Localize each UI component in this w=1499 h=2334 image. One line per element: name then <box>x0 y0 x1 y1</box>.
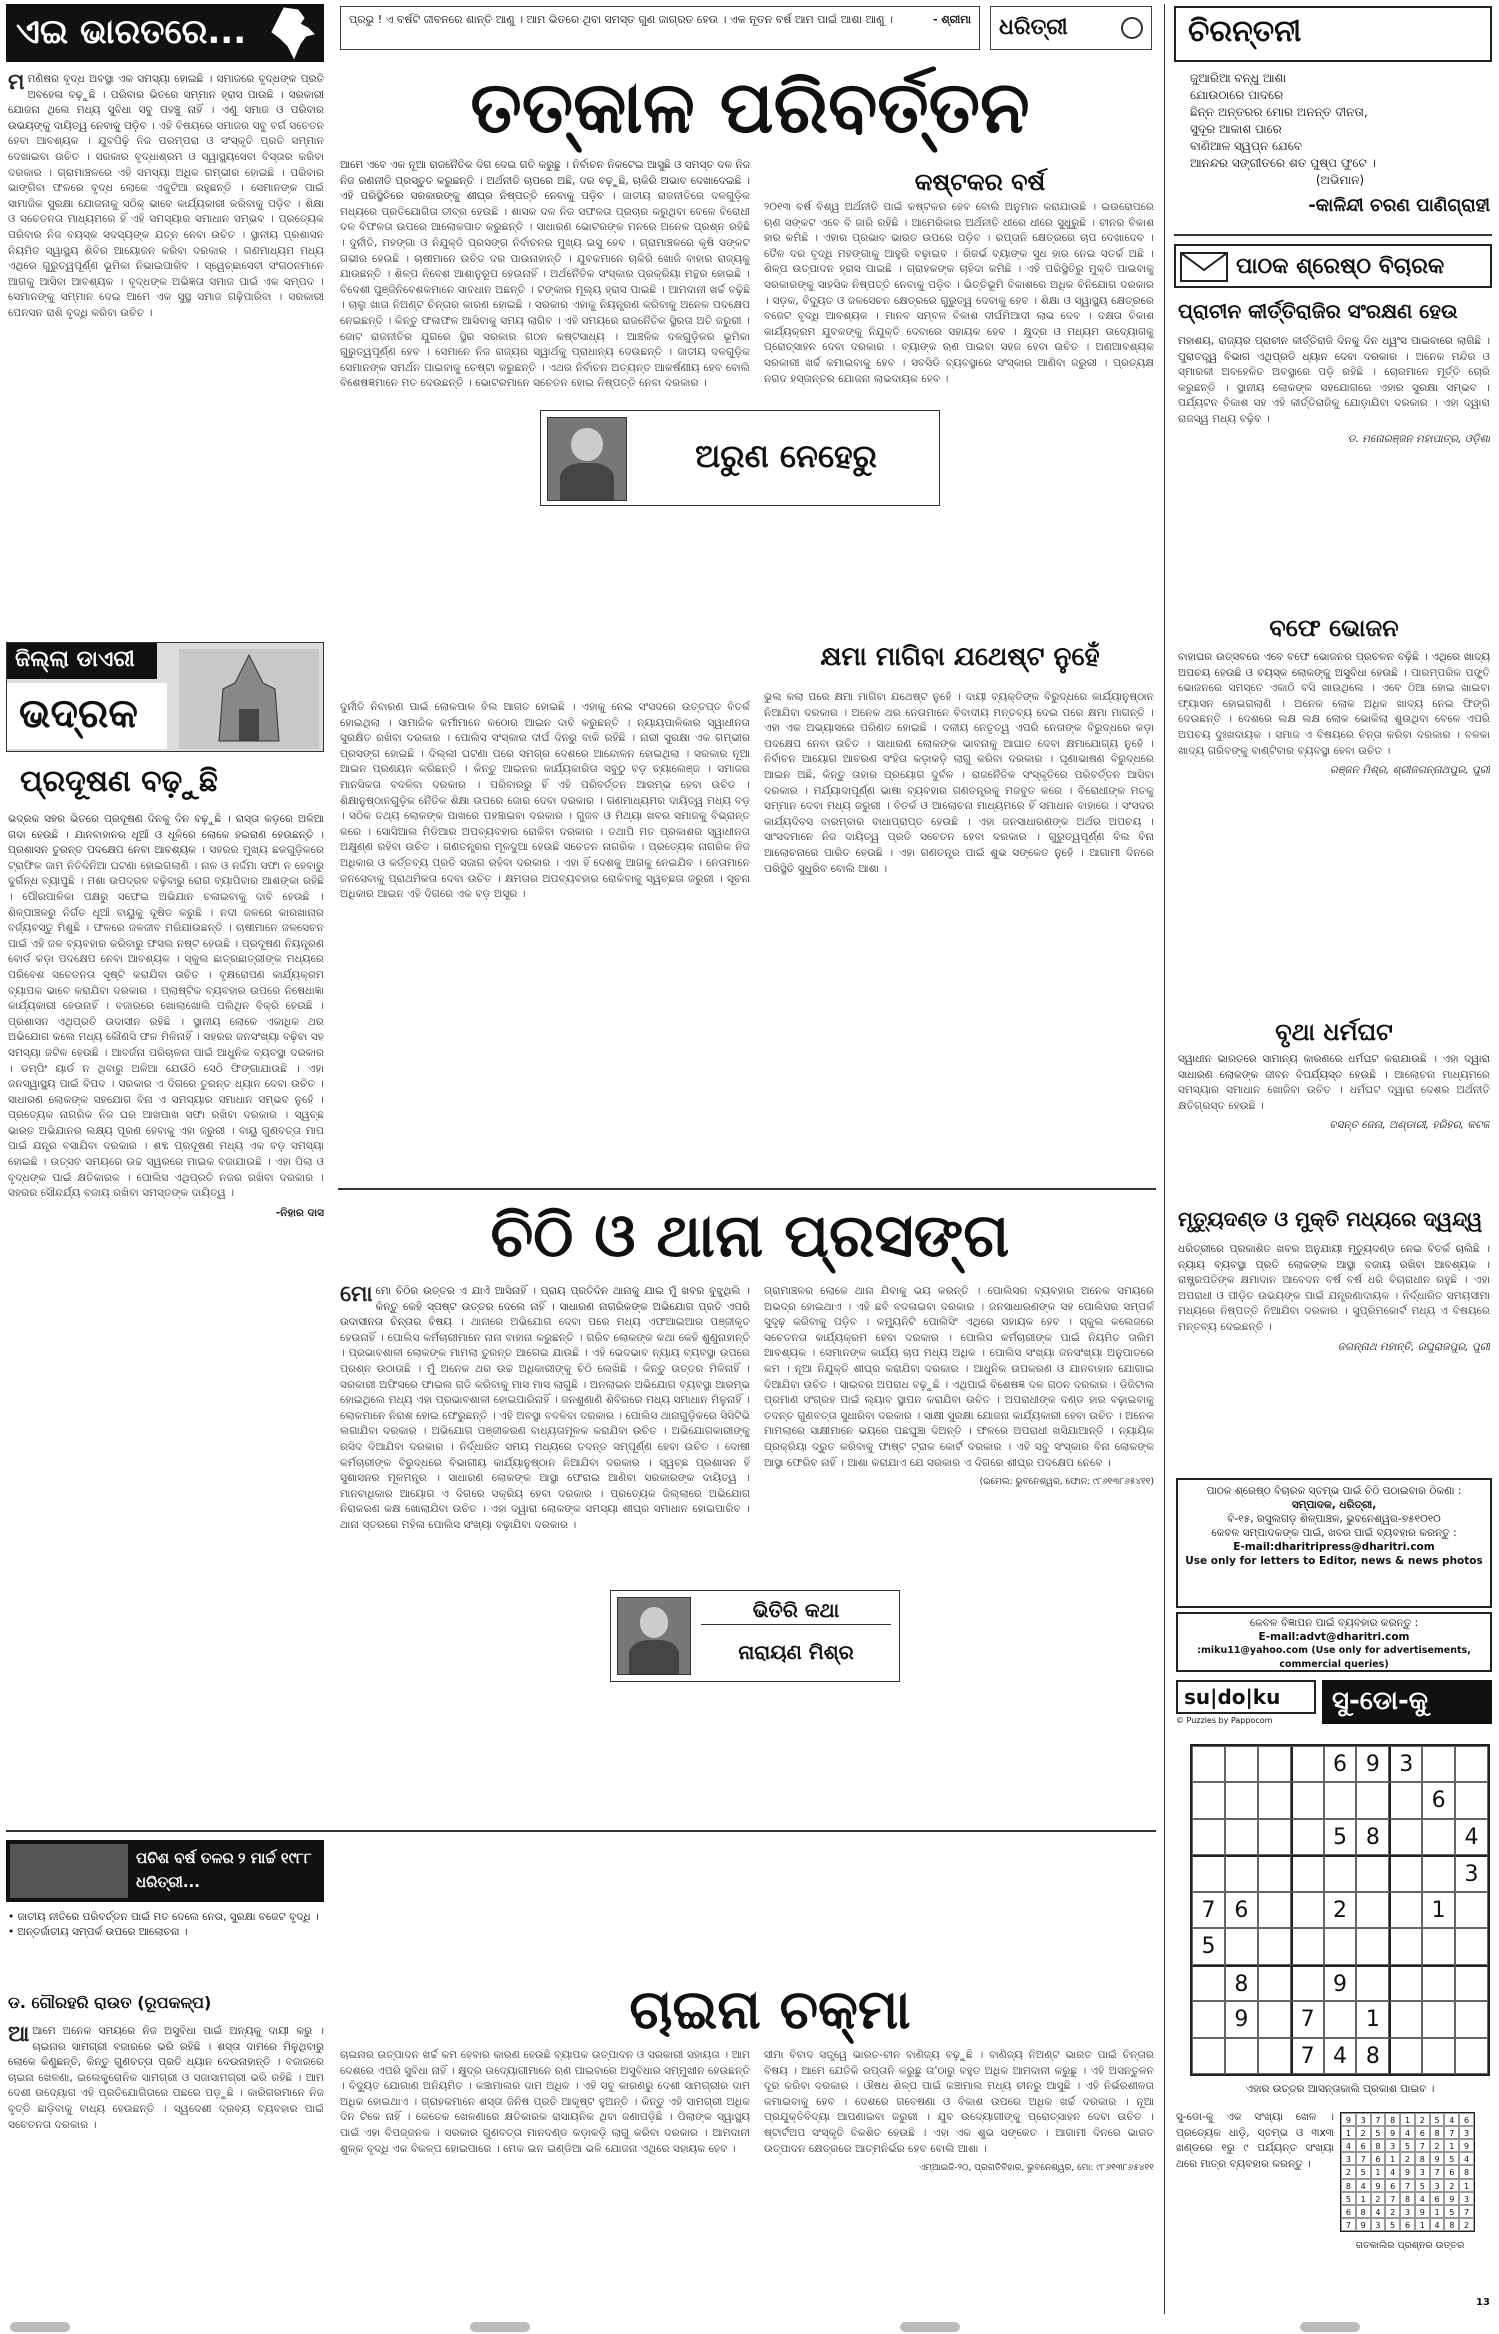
sudoku-cell <box>1356 1965 1389 2001</box>
second-article-body-left: ମୋ ମୋ ଚିଠିର ଉତ୍ତର ଏ ଯାଏଁ ଆସିନାହିଁ । ପ୍ରାୟ ପ୍ରତିଦିନ ଥାନାକୁ ଯାଇ ମୁଁ ଖବର ବୁଝୁଥିଲି । କିନ୍ତୁ କେହି ସ୍ପଷ୍ଟ ଉତ୍ତର ଦେଲେ ନାହିଁ । ସାଧାରଣ ନାଗରିକଙ୍କ ଅଭିଯୋଗ ପ୍ରତି ଏପରି ଉଦାସୀନତା ଚିନ୍ତାର ବିଷୟ । ଥାନାରେ ଅଭିଯୋଗ ଦେବା ପରେ ମଧ୍ୟ ଏଫଆଇଆର ପଞ୍ଜୀକୃତ ହେଉନାହିଁ । ପୋଲିସ କର୍ମଚାରୀମାନେ ନାନା ବାହାନା କରୁଛନ୍ତି । ଗରିବ ଲୋକଙ୍କ କଥା କେହି ଶୁଣୁନାହାନ୍ତି । ପ୍ରଭାବଶାଳୀ ଲୋକଙ୍କ ମାମଲା ତୁରନ୍ତ ଆଗେଇ ଯାଉଛି । ଏହି ଭେଦଭାବ ନ୍ୟାୟ ବ୍ୟବସ୍ଥା ଉପରେ ପ୍ରଶ୍ନ ଉଠାଉଛି । ମୁଁ ଅନେକ ଥର ଉଚ୍ଚ ଅଧିକାରୀଙ୍କୁ ଚିଠି ଲେଖିଛି । କିନ୍ତୁ ଉତ୍ତର ମିଳିନାହିଁ । ସରକାରୀ ଅଫିସରେ ଫାଇଲ ଗତି କରିବାକୁ ମାସ ମାସ ଲାଗୁଛି । ଅନଲାଇନ ଅଭିଯୋଗ ବ୍ୟବସ୍ଥା ଆରମ୍ଭ ହୋଇଥିଲେ ମଧ୍ୟ ଏହା ପ୍ରଭାବଶାଳୀ ହୋଇପାରିନାହିଁ । ଜନଶୁଣାଣି ଶିବିରରେ ମଧ୍ୟ ସମାଧାନ ମିଳୁନାହିଁ । ଲୋକମାନେ ନିରାଶ ହୋଇ ଫେରୁଛନ୍ତି । ଏହି ଅବସ୍ଥା ବଦଳିବା ଦରକାର । ପୋଲିସ ଥାନାଗୁଡ଼ିକରେ ସିସିଟିଭି ଲଗାଯିବା ଦରକାର । ଅଭିଯୋଗ ପଞ୍ଜୀକରଣ ବାଧ୍ୟତାମୂଳକ କରାଯିବା ଉଚିତ । ଅଭିଯୋଗକାରୀଙ୍କୁ ରସିଦ ଦିଆଯିବା ଦରକାର । ନିର୍ଦ୍ଧାରିତ ସମୟ ମଧ୍ୟରେ ତଦନ୍ତ ସମ୍ପୂର୍ଣ୍ଣ ହେବା ଉଚିତ । ଦୋଷୀ କର୍ମଚାରୀଙ୍କ ବିରୁଦ୍ଧରେ ବିଭାଗୀୟ କାର୍ଯ୍ୟାନୁଷ୍ଠାନ ନିଆଯିବା ଦରକାର । ସ୍ୱଚ୍ଛ ପ୍ରଶାସନ ହିଁ ସୁଶାସନର ମୂଳମନ୍ତ୍ର । ସାଧାରଣ ଲୋକଙ୍କ ଆସ୍ଥା ଫେରାଇ ଆଣିବା ସରକାରଙ୍କ ଦାୟିତ୍ୱ । ମାନବାଧିକାର ଆୟୋଗ ଏ ଦିଗରେ ସକ୍ରିୟ ହେବା ଦରକାର । ପ୍ରତ୍ୟେକ ଜିଲ୍ଲାରେ ଅଭିଯୋଗ ନିରାକରଣ କକ୍ଷ ଖୋଲାଯିବା ଉଚିତ । ଏହା ଦ୍ୱାରା ଲୋକଙ୍କ ସମସ୍ୟା ଶୀଘ୍ର ସମାଧାନ ହୋଇପାରିବ । ଥାନା ସ୍ତରରେ ମହିଳା ପୋଲିସ ସଂଖ୍ୟା ବଢ଼ାଯିବା ଦରକାର । <box>340 1284 750 1531</box>
divider <box>6 1830 1156 1832</box>
sudoku-cell <box>1422 2038 1455 2074</box>
solution-cell: 6 <box>1400 2218 1415 2231</box>
solution-cell: 1 <box>1356 2192 1371 2205</box>
sudoku-cell <box>1356 1892 1389 1928</box>
solution-cell: 6 <box>1444 2165 1459 2178</box>
solution-cell: 2 <box>1430 2139 1445 2152</box>
sudoku-cell <box>1455 1782 1488 1818</box>
solution-cell: 8 <box>1444 2218 1459 2231</box>
sudoku-cell: 9 <box>1225 2001 1258 2037</box>
third-article-col1: ଆ ଆମେ ଅନେକ ସମୟରେ ନିଜ ଅସୁବିଧା ପାଇଁ ଅନ୍ୟକୁ ଦାୟୀ କରୁ । ଚାଇନାର ସାମଗ୍ରୀ ବଜାରରେ ଭରି ରହିଛି । ଶସ୍ତା ଦାମରେ ମିଳୁଥିବାରୁ ଲୋକେ କିଣୁଛନ୍ତି, କିନ୍ତୁ ଗୁଣବତ୍ତା ପ୍ରତି ଧ୍ୟାନ ଦେଉନାହାନ୍ତି । ବଜାରରେ ଚାଇନା ଖେଳଣା, ଇଲେକ୍ଟ୍ରୋନିକ ସାମଗ୍ରୀ ଓ ସଜାସାମଗ୍ରୀ ଭରି ରହିଛି । ଆମ ଦେଶୀ ଉଦ୍ୟୋଗ ଏହି ପ୍ରତିଯୋଗିତାରେ ପଛରେ ପଡ଼ୁଛି । କାରିଗରମାନେ ନିଜ ବୃତ୍ତି ଛାଡ଼ିବାକୁ ବାଧ୍ୟ ହେଉଛନ୍ତି । ସ୍ୱଦେଶୀ ଦ୍ରବ୍ୟ ବ୍ୟବହାର ପାଇଁ ସଚେତନତା ଦରକାର । <box>8 2024 324 2131</box>
letter1-author: ଡ. ମନୋରଞ୍ଜନ ମହାପାତ୍ର, ଓଡ଼ିଶା <box>1347 432 1490 445</box>
sudoku-cell: 3 <box>1389 1746 1422 1782</box>
sudoku-cell: 4 <box>1455 1819 1488 1855</box>
solution-cell: 7 <box>1385 2192 1400 2205</box>
second-article-text: ମୋ ଚିଠିର ଉତ୍ତର ଏ ଯାଏଁ ଆସିନାହିଁ । ପ୍ରାୟ ପ୍ରତିଦିନ ଥାନାକୁ ଯାଇ ମୁଁ ଖବର ବୁଝୁଥିଲି । କିନ୍ତୁ କେହି ସ୍ପଷ୍ଟ ଉତ୍ତର ଦେଲେ ନାହିଁ । ସାଧାରଣ ନାଗରିକଙ୍କ ଅଭିଯୋଗ ପ୍ରତି ଏପରି ଉଦାସୀନତା ଚିନ୍ତାର ବିଷୟ । <box>340 1285 750 1329</box>
solution-cell: 7 <box>1371 2113 1386 2126</box>
contact-email[interactable]: E-mail:advt@dharitri.com <box>1258 1631 1410 1643</box>
solution-cell: 9 <box>1371 2179 1386 2192</box>
letter2-author: ରଞ୍ଜନ ମିଶ୍ର, ଶ୍ରୀଜଗନ୍ନାଥପୁର, ପୁରୀ <box>1329 764 1490 777</box>
solution-cell: 3 <box>1341 2152 1356 2165</box>
sudoku-cell <box>1258 1782 1291 1818</box>
solution-cell: 9 <box>1415 2205 1430 2218</box>
district-text: ଭଦ୍ରକ ସହର ଭିତରେ ପ୍ରଦୂଷଣ ଦିନକୁ ଦିନ ବଢ଼ୁଛି । ରାସ୍ତା କଡ଼ରେ ଅଳିଆ ଗଦା ହେଉଛି । ଯାନବାହାନର ଧୂଆଁ ଓ ଧୂଳିରେ ଲୋକେ ହଇରାଣ ହେଉଛନ୍ତି । ପ୍ରଶାସନ ତୁରନ୍ତ ପଦକ୍ଷେପ ନେବା ଆବଶ୍ୟକ । <box>8 813 324 857</box>
sudoku-cell <box>1258 2001 1291 2037</box>
solution-cell: 3 <box>1371 2218 1386 2231</box>
sudoku-cell <box>1389 1928 1422 1964</box>
sudoku-cell <box>1422 1746 1455 1782</box>
wheel-icon <box>1121 17 1143 39</box>
left-intro-article: ମ ମଣିଷର ବୃଦ୍ଧ ଅବସ୍ଥା ଏକ ସମସ୍ୟା ହୋଇଛି । ସମାଜରେ ବୃଦ୍ଧଙ୍କ ପ୍ରତି ଅବହେଳା ବଢ଼ୁଛି । ପରିବାର ଭିତରେ ସମ୍ମାନ ହ୍ରାସ ପାଉଛି । ସରକାରୀ ଯୋଜନା ଥିଲେ ମଧ୍ୟ ସୁବିଧା ସବୁ ପହଞ୍ଚୁ ନାହିଁ । ଏଣୁ ସମାଜ ଓ ପରିବାର ଉଭୟଙ୍କୁ ଦାୟିତ୍ୱ ନେବାକୁ ପଡ଼ିବ । ଏହି ବିଷୟରେ ସମାଜର ସବୁ ବର୍ଗ ସଚେତନ ହେବା ଆବଶ୍ୟକ । ଯୁବପିଢ଼ି ନିଜ ପରମ୍ପରା ଓ ସଂସ୍କୃତି ପ୍ରତି ସମ୍ମାନ ଦେଖାଇବା ଉଚିତ । ସରକାର ବୃଦ୍ଧାଶ୍ରମ ଓ ସ୍ୱାସ୍ଥ୍ୟସେବା ବିସ୍ତାର କରିବା ଦରକାର । ଗ୍ରାମାଞ୍ଚଳରେ ଏହି ସମସ୍ୟା ଅଧିକ ଗମ୍ଭୀର ହୋଇଛି । ପରିବାର ଭାଙ୍ଗିବା ଫଳରେ ବୃଦ୍ଧ ଲୋକେ ଏକୁଟିଆ ରହୁଛନ୍ତି । ସେମାନଙ୍କ ପାଇଁ ସାମାଜିକ ସୁରକ୍ଷା ଯୋଜନାକୁ ସଠିକ୍ ଭାବେ କାର୍ଯ୍ୟକାରୀ କରିବାକୁ ପଡ଼ିବ । ଶିକ୍ଷା ଓ ସଚେତନତା ମାଧ୍ୟମରେ ହିଁ ଏହି ସମସ୍ୟାର ସମାଧାନ ସମ୍ଭବ । ପ୍ରତ୍ୟେକ ପରିବାର ନିଜ ବୟସ୍କ ସଦସ୍ୟଙ୍କ ଯତ୍ନ ନେବା ଉଚିତ । ସ୍ଥାନୀୟ ପ୍ରଶାସନ ନିୟମିତ ସ୍ୱାସ୍ଥ୍ୟ ଶିବିର ଆୟୋଜନ କରିବା ଦରକାର । ଗଣମାଧ୍ୟମ ମଧ୍ୟ ଏଥିରେ ଗୁରୁତ୍ୱପୂର୍ଣ୍ଣ ଭୂମିକା ନିଭାଇପାରିବ । ସ୍ୱେଚ୍ଛାସେବୀ ସଂଗଠନମାନେ ଆଗକୁ ଆସିବା ଆବଶ୍ୟକ । ବୃଦ୍ଧଙ୍କ ଅଭିଜ୍ଞତା ସମାଜ ପାଇଁ ଏକ ସମ୍ପଦ । ସେମାନଙ୍କୁ ସମ୍ମାନ ଦେଇ ଆମେ ଏକ ସୁସ୍ଥ ସମାଜ ଗଢ଼ିପାରିବା । ସରକାରୀ ପେନସନ ରାଶି ବୃଦ୍ଧି କରିବା ଉଚିତ । <box>8 72 324 319</box>
sudoku-cell: 1 <box>1356 2001 1389 2037</box>
second-author-label: ଭିତିରି କଥା <box>701 1597 891 1625</box>
second-article-title: ଚିଠି ଓ ଥାନା ପ୍ରସଙ୍ଗ <box>490 1201 1010 1271</box>
sudoku-cell <box>1192 2038 1225 2074</box>
poem-section-title: ଚିରନ୍ତନୀ <box>1174 6 1492 62</box>
top-quote-box <box>340 6 980 50</box>
poet-name: -କାଳିନ୍ଦୀ ଚରଣ ପାଣିଗ୍ରାହୀ <box>1308 195 1490 216</box>
sudoku-grid <box>1190 1744 1490 2076</box>
lead-article-text: ଆମେ ଏବେ ଏକ ନୂଆ ରାଜନୈତିକ ଦିଗ ଦେଇ ଗତି କରୁଛୁ । ନିର୍ବାଚନ ନିକଟେଇ ଆସୁଛି ଓ ସମସ୍ତ ଦଳ ନିଜ ନିଜ ରଣନୀତି ପ୍ରସ୍ତୁତ କରୁଛନ୍ତି । ଅର୍ଥନୀତି ଚାପରେ ଅଛି, ଦର ବଢ଼ୁଛି, ଚାକିରି ଅଭାବ ଦେଖାଦେଇଛି । ଏହି ପରିସ୍ଥିତିରେ ସରକାରଙ୍କୁ ଶୀଘ୍ର ନିଷ୍ପତ୍ତି ନେବାକୁ ପଡ଼ିବ । <box>340 159 750 203</box>
sudoku-cell <box>1225 2038 1258 2074</box>
sudoku-cell <box>1356 1782 1389 1818</box>
sudoku-cell <box>1422 2001 1455 2037</box>
sudoku-cell <box>1324 1782 1357 1818</box>
solution-cell: 9 <box>1400 2165 1415 2178</box>
sudoku-cell <box>1291 1819 1324 1855</box>
top-quote-text: ପ୍ରଭୁ ! ଏ ବର୍ଷଟି ଜୀବନରେ ଶାନ୍ତି ଆଣୁ । ଆମ ଭିତରେ ଥିବା ସମସ୍ତ ଗୁଣ ଜାଗ୍ରତ ହେଉ । ଏକ ନୂତନ ବର୍ଷ ଆମ ପାଇଁ ଆଶା ଆଣୁ । <box>349 13 893 26</box>
solution-cell: 1 <box>1341 2126 1356 2139</box>
sudoku-cell <box>1192 2001 1225 2037</box>
poem-note: (ଅଭିମାନ) <box>1315 173 1365 187</box>
letters-section-title: ପାଠକ ଶ୍ରେଷ୍ଠ ବିଚାରକ <box>1236 254 1445 279</box>
temple-image <box>179 649 319 749</box>
sudoku-cell: 4 <box>1324 2038 1357 2074</box>
author-photo <box>617 1597 691 1675</box>
solution-cell: 8 <box>1356 2205 1371 2218</box>
sudoku-cell <box>1422 1819 1455 1855</box>
third-article-text: ଆମେ ଅନେକ ସମୟରେ ନିଜ ଅସୁବିଧା ପାଇଁ ଅନ୍ୟକୁ ଦାୟୀ କରୁ । ଚାଇନାର ସାମଗ୍ରୀ ବଜାରରେ ଭରି ରହିଛି । ଶସ୍ତା ଦାମରେ ମିଳୁଥିବାରୁ ଲୋକେ କିଣୁଛନ୍ତି, କିନ୍ତୁ ଗୁଣବତ୍ତା ପ୍ରତି ଧ୍ୟାନ ଦେଉନାହାନ୍ତି । <box>8 2025 324 2069</box>
sudoku-cell: 6 <box>1422 1782 1455 1818</box>
solution-cell: 8 <box>1415 2152 1430 2165</box>
solution-cell: 8 <box>1459 2165 1474 2178</box>
solution-cell: 9 <box>1341 2113 1356 2126</box>
solution-cell: 4 <box>1371 2205 1386 2218</box>
poem-line: ଛିନ୍ନ ଅନ୍ତରର ମୋର ଅନନ୍ତ ଦୀନତା, <box>1190 105 1368 119</box>
sudoku-cell: 8 <box>1225 1965 1258 2001</box>
sudoku-cell: 9 <box>1324 1965 1357 2001</box>
solution-cell: 6 <box>1341 2205 1356 2218</box>
letter2-title: ବଫେ ଭୋଜନ <box>1269 614 1399 642</box>
sudoku-cell <box>1291 1746 1324 1782</box>
solution-cell: 5 <box>1400 2139 1415 2152</box>
sudoku-cell <box>1422 1928 1455 1964</box>
poem-line: ସୁଦୂର ଆକାଶ ପାରେ <box>1190 122 1282 136</box>
solution-cell: 4 <box>1444 2113 1459 2126</box>
sudoku-cell <box>1291 1928 1324 1964</box>
left-intro-text: ମଣିଷର ବୃଦ୍ଧ ଅବସ୍ଥା ଏକ ସମସ୍ୟା ହୋଇଛି । ସମାଜରେ ବୃଦ୍ଧଙ୍କ ପ୍ରତି ଅବହେଳା ବଢ଼ୁଛି । ପରିବାର ଭିତରେ ସମ୍ମାନ ହ୍ରାସ ପାଉଛି । ସରକାରୀ ଯୋଜନା ଥିଲେ ମଧ୍ୟ ସୁବିଧା ସବୁ ପହଞ୍ଚୁ ନାହିଁ । ଏଣୁ ସମାଜ ଓ ପରିବାର ଉଭୟଙ୍କୁ ଦାୟିତ୍ୱ ନେବାକୁ ପଡ଼ିବ । <box>8 73 324 132</box>
lead-article-body-left: ଆମେ ଏବେ ଏକ ନୂଆ ରାଜନୈତିକ ଦିଗ ଦେଇ ଗତି କରୁଛୁ । ନିର୍ବାଚନ ନିକଟେଇ ଆସୁଛି ଓ ସମସ୍ତ ଦଳ ନିଜ ନିଜ ରଣନୀତି ପ୍ରସ୍ତୁତ କରୁଛନ୍ତି । ଅର୍ଥନୀତି ଚାପରେ ଅଛି, ଦର ବଢ଼ୁଛି, ଚାକିରି ଅଭାବ ଦେଖାଦେଇଛି । ଏହି ପରିସ୍ଥିତିରେ ସରକାରଙ୍କୁ ଶୀଘ୍ର ନିଷ୍ପତ୍ତି ନେବାକୁ ପଡ଼ିବ । ଜାତୀୟ ରାଜନୀତିରେ ଦଳଗୁଡ଼ିକ ମଧ୍ୟରେ ପ୍ରତିଯୋଗିତା ତୀବ୍ର ହେଉଛି । ଶାସକ ଦଳ ନିଜ ସଫଳତା ପ୍ରଚାର କରୁଥିବା ବେଳେ ବିରୋଧୀ ଦଳ ବିଫଳତା ଉପରେ ଆଲୋକପାତ କରୁଛନ୍ତି । ସାଧାରଣ ଭୋଟରଙ୍କ ମନରେ ଅନେକ ପ୍ରଶ୍ନ ରହିଛି । ଦୁର୍ନୀତି, ମହଙ୍ଗା ଓ ନିଯୁକ୍ତି ପ୍ରସଙ୍ଗ ନିର୍ବାଚନର ମୁଖ୍ୟ ଇସୁ ହେବ । ଗ୍ରାମାଞ୍ଚଳରେ କୃଷି ସଙ୍କଟ ଗଭୀର ହେଉଛି । ଚାଷୀମାନେ ଉଚିତ ଦର ପାଉନାହାନ୍ତି । ଯୁବକମାନେ ଚାକିରି ଖୋଜି ବାହାର ରାଜ୍ୟକୁ ଯାଉଛନ୍ତି । ଶିଳ୍ପ ନିବେଶ ଆଶାନୁରୂପ ହେଉନାହିଁ । ଅର୍ଥନୈତିକ ସଂସ୍କାର ପ୍ରକ୍ରିୟା ମନ୍ଥର ହୋଇଛି । ବିଦେଶୀ ପୁଞ୍ଜିନିବେଶକମାନେ ସାବଧାନ ଅଛନ୍ତି । ଟଙ୍କାର ମୂଲ୍ୟ ହ୍ରାସ ପାଇଛି । ଆମଦାନୀ ଖର୍ଚ୍ଚ ବଢ଼ିଛି । ଚାଲୁ ଖାତା ନିଅଣ୍ଟ ଚିନ୍ତାର କାରଣ ହୋଇଛି । ସରକାର ଏହାକୁ ନିୟନ୍ତ୍ରଣ କରିବାକୁ ଅନେକ ପଦକ୍ଷେପ ନେଇଛନ୍ତି । କିନ୍ତୁ ଫଳାଫଳ ଆସିବାକୁ ସମୟ ଲାଗିବ । ଏହି ସମୟରେ ରାଜନୈତିକ ସ୍ଥିରତା ଅତି ଜରୁରୀ । ଜୋଟ ରାଜନୀତିର ଯୁଗରେ ସ୍ଥିର ସରକାର ଗଠନ କଷ୍ଟସାଧ୍ୟ । ଆଞ୍ଚଳିକ ଦଳଗୁଡ଼ିକର ଭୂମିକା ଗୁରୁତ୍ୱପୂର୍ଣ୍ଣ ହେବ । ସେମାନେ ନିଜ ରାଜ୍ୟର ସ୍ୱାର୍ଥକୁ ପ୍ରାଧାନ୍ୟ ଦେଉଛନ୍ତି । ଜାତୀୟ ଦଳଗୁଡ଼ିକ ସେମାନଙ୍କ ସମର୍ଥନ ପାଇବାକୁ ଚେଷ୍ଟା କରୁଛନ୍ତି । ଏଥର ନିର୍ବାଚନ ଅତ୍ୟନ୍ତ ଆକର୍ଷଣୀୟ ହେବ ବୋଲି ବିଶେଷଜ୍ଞମାନେ ମତ ଦେଉଛନ୍ତି । ଭୋଟରମାନେ ସଚେତନ ହୋଇ ନିଷ୍ପତ୍ତି ନେବା ଦରକାର । <box>340 159 750 390</box>
solution-cell: 2 <box>1356 2126 1371 2139</box>
letter3-title: ବୃଥା ଧର୍ମଘଟ <box>1275 1018 1393 1046</box>
sudoku-cell: 3 <box>1455 1855 1488 1891</box>
sudoku-cell <box>1324 1855 1357 1891</box>
sudoku-cell <box>1422 1965 1455 2001</box>
solution-cell: 5 <box>1415 2179 1430 2192</box>
sudoku-cell <box>1192 1855 1225 1891</box>
sudoku-cell <box>1389 1782 1422 1818</box>
section-name: ଏଇ ଭାରତରେ... <box>16 12 247 52</box>
sudoku-cell <box>1324 2001 1357 2037</box>
solution-cell: 5 <box>1371 2126 1386 2139</box>
solution-cell: 2 <box>1371 2192 1386 2205</box>
sudoku-answer-note: ଏହାର ଉତ୍ତର ଆସନ୍ତାକାଲି ପ୍ରକାଶ ପାଇବ । <box>1245 2083 1435 2095</box>
solution-cell: 7 <box>1415 2139 1430 2152</box>
solution-cell: 7 <box>1430 2165 1445 2178</box>
solution-cell: 6 <box>1371 2152 1386 2165</box>
solution-cell: 4 <box>1459 2152 1474 2165</box>
bullet-item: • ଜାତୀୟ ନୀତିରେ ପରିବର୍ତ୍ତନ ପାଇଁ ମତ ଦେଲେ ନେତା, ସୁରକ୍ଷା ବଜେଟ ବୃଦ୍ଧି । <box>8 1911 319 1923</box>
sudoku-cell <box>1225 1928 1258 1964</box>
poem-line: ଆନନ୍ଦର ସଙ୍ଗୀତରେ ଶତ ପୁଷ୍ପ ଫୁଟେ । <box>1190 156 1376 170</box>
solution-cell: 9 <box>1430 2152 1445 2165</box>
sudoku-cell <box>1389 1892 1422 1928</box>
author-photo <box>547 417 627 501</box>
sudoku-cell: 7 <box>1291 2038 1324 2074</box>
sudoku-cell <box>1291 1892 1324 1928</box>
bottom-registration-bar <box>0 2318 1499 2334</box>
solution-cell: 9 <box>1444 2192 1459 2205</box>
sudoku-cell <box>1192 1746 1225 1782</box>
sudoku-cell: 8 <box>1356 2038 1389 2074</box>
poem-block <box>1190 70 1490 214</box>
sudoku-cell <box>1389 1855 1422 1891</box>
letter4-title: ମୃତ୍ୟୁଦଣ୍ଡ ଓ ମୁକ୍ତି ମଧ୍ୟରେ ଦ୍ୱନ୍ଦ୍ୱ <box>1178 1207 1483 1231</box>
second-author-name: ନାରାୟଣ ମିଶ୍ର <box>738 1640 854 1664</box>
solution-cell: 3 <box>1356 2113 1371 2126</box>
sudoku-cell: 6 <box>1324 1746 1357 1782</box>
sudoku-cell <box>1225 1746 1258 1782</box>
letter1-text: ମହାଶୟ, ରାଜ୍ୟର ପ୍ରାଚୀନ କୀର୍ତ୍ତିରାଜି ଦିନକୁ ଦିନ ଧ୍ୱଂସ ପାଇବାରେ ଲାଗିଛି । ପୁରାତତ୍ତ୍ୱ ବିଭାଗ ଏଥିପ୍ରତି ଧ୍ୟାନ ଦେବା ଦରକାର । <box>1178 335 1490 363</box>
sudoku-cell <box>1192 1819 1225 1855</box>
sudoku-cell <box>1225 1855 1258 1891</box>
solution-cell: 8 <box>1371 2139 1386 2152</box>
sudoku-cell <box>1455 1928 1488 1964</box>
solution-cell: 2 <box>1400 2152 1415 2165</box>
letter3-author: ବସନ୍ତ ଜେନା, ଅଣ୍ଡାରୀ, ହରିହର, କଟକ <box>1329 1119 1490 1132</box>
letter3-text: ସ୍ୱାଧୀନ ଭାରତରେ ସାମାନ୍ୟ କାରଣରେ ଧର୍ମଘଟ କରାଯାଉଛି । ଏହା ଦ୍ୱାରା ସାଧାରଣ ଲୋକଙ୍କ ଜୀବନ ବିପର୍ଯ୍ୟସ୍ତ ହେଉଛି । <box>1178 1053 1490 1081</box>
sudoku-cell <box>1192 1782 1225 1818</box>
contact-address: ବି-୧୫, ରସୁଲଗଡ଼ ଶିଳ୍ପାଞ୍ଚଳ, ଭୁବନେଶ୍ୱର-୭୫୧୦୧୦ <box>1227 1513 1441 1525</box>
lead-article-body-right: ୨୦୧୩ ବର୍ଷ ବିଶ୍ୱ ଅର୍ଥନୀତି ପାଇଁ କଷ୍ଟକର ହେବ ବୋଲି ଅନୁମାନ କରାଯାଉଛି । ଇଉରୋପରେ ଋଣ ସଙ୍କଟ ଏବେ ବି ଜାରି ରହିଛି । ଆମେରିକାର ଅର୍ଥନୀତି ଧୀରେ ଧୀରେ ସୁଧୁରୁଛି । ଚୀନର ବିକାଶ ହାର କମିଛି । ଏହାର ପ୍ରଭାବ ଭାରତ ଉପରେ ପଡ଼ିବ । ରପ୍ତାନି କ୍ଷେତ୍ରରେ ଚାପ ଦେଖାଦେବ । ତୈଳ ଦର ବୃଦ୍ଧି ମହଙ୍ଗାକୁ ଆହୁରି ବଢ଼ାଇବ । ରିଜର୍ଭ ବ୍ୟାଙ୍କ ସୁଧ ହାର ନେଇ ସତର୍କ ଅଛି । ଶିଳ୍ପ ଉତ୍ପାଦନ ହ୍ରାସ ପାଇଛି । ଗ୍ରାହକଙ୍କ ଚାହିଦା କମିଛି । ଏହି ପରିସ୍ଥିତିରୁ ମୁକ୍ତି ପାଇବାକୁ ସରକାରଙ୍କୁ ସାହସିକ ନିଷ୍ପତ୍ତି ନେବାକୁ ପଡ଼ିବ । ଭିତ୍ତିଭୂମି ବିକାଶରେ ଅଧିକ ବିନିଯୋଗ ଦରକାର । ସଡ଼କ, ବିଦ୍ୟୁତ ଓ ଜଳସେଚନ କ୍ଷେତ୍ରରେ ଗୁରୁତ୍ୱ ଦେବାକୁ ହେବ । ଶିକ୍ଷା ଓ ସ୍ୱାସ୍ଥ୍ୟ କ୍ଷେତ୍ରରେ ବଜେଟ ବୃଦ୍ଧି ଆବଶ୍ୟକ । ମାନବ ସମ୍ବଳ ବିକାଶ ଦୀର୍ଘମିଆଦୀ ଲାଭ ଦେବ । ଦକ୍ଷତା ବିକାଶ କାର୍ଯ୍ୟକ୍ରମ ଯୁବକଙ୍କୁ ନିଯୁକ୍ତି ଦେବାରେ ସହାୟକ ହେବ । କ୍ଷୁଦ୍ର ଓ ମଧ୍ୟମ ଉଦ୍ୟୋଗକୁ ପ୍ରୋତ୍ସାହନ ଦେବା ଦରକାର । ବ୍ୟାଙ୍କ ଋଣ ପାଇବା ସହଜ ହେବା ଉଚିତ । ଅଣଆବଶ୍ୟକ ସରକାରୀ ଖର୍ଚ୍ଚ କମାଇବାକୁ ହେବ । ସବସିଡି ବ୍ୟବସ୍ଥାରେ ସଂସ୍କାର ଆଣିବା ଜରୁରୀ । ପ୍ରତ୍ୟକ୍ଷ ନଗଦ ହସ୍ତାନ୍ତର ଯୋଜନା ଲାଭଦାୟକ ହେବ । <box>764 201 1154 385</box>
sudoku-cell <box>1356 1855 1389 1891</box>
sudoku-cell <box>1258 1965 1291 2001</box>
solution-cell: 2 <box>1459 2218 1474 2231</box>
district-author: -ନିହାର ଦାସ <box>275 1206 324 1219</box>
anniversary-image <box>10 1844 128 1898</box>
column-divider <box>1164 4 1165 2314</box>
sudoku-cell <box>1455 1892 1488 1928</box>
sudoku-cell <box>1258 1746 1291 1782</box>
lead-article-body-left-2: ଦୁର୍ନୀତି ନିବାରଣ ପାଇଁ ଲୋକପାଳ ବିଲ ଆଗତ ହୋଇଛି । ଏହାକୁ ନେଇ ସଂସଦରେ ଉତ୍ତପ୍ତ ବିତର୍କ ହୋଇଥିଲା । ସାମାଜିକ କର୍ମୀମାନେ କଠୋର ଆଇନ ଦାବି କରୁଛନ୍ତି । ନ୍ୟାୟପାଳିକାର ସ୍ୱାଧୀନତା ସୁରକ୍ଷିତ ରଖିବା ଦରକାର । ପୋଲିସ ସଂସ୍କାର ଦୀର୍ଘ ଦିନରୁ ବାକି ରହିଛି । ନାରୀ ସୁରକ୍ଷା ଏକ ଗମ୍ଭୀର ପ୍ରସଙ୍ଗ ହୋଇଛି । ଦିଲ୍ଲୀ ଘଟଣା ପରେ ସମଗ୍ର ଦେଶରେ ଆନ୍ଦୋଳନ ହୋଇଥିଲା । ସରକାର ନୂଆ ଆଇନ ପ୍ରଣୟନ କରିଛନ୍ତି । କିନ୍ତୁ ଆଇନର କାର୍ଯ୍ୟକାରିତା ସବୁଠୁ ବଡ଼ ଚ୍ୟାଲେଞ୍ଜ । ସମାଜର ମାନସିକତା ବଦଳିବା ଦରକାର । ପରିବାରରୁ ହିଁ ଏହି ପରିବର୍ତ୍ତନ ଆରମ୍ଭ ହେବା ଉଚିତ । ଶିକ୍ଷାନୁଷ୍ଠାନଗୁଡ଼ିକ ନୈତିକ ଶିକ୍ଷା ଉପରେ ଜୋର ଦେବା ଦରକାର । ଗଣମାଧ୍ୟମର ଦାୟିତ୍ୱ ମଧ୍ୟ ବଡ଼ । ସଠିକ ତଥ୍ୟ ଲୋକଙ୍କ ପାଖରେ ପହଞ୍ଚାଇବା ଦରକାର । ଗୁଜବ ଓ ମିଥ୍ୟା ଖବର ସମାଜକୁ ବିଭ୍ରାନ୍ତ କରେ । ସୋସିଆଲ ମିଡିଆର ଅପବ୍ୟବହାର ରୋକିବା ଦରକାର । ତଥାପି ମତ ପ୍ରକାଶର ସ୍ୱାଧୀନତା ଅକ୍ଷୁଣ୍ଣ ରହିବା ଉଚିତ । ଗଣତନ୍ତ୍ରର ମୂଳଦୁଆ ହେଉଛି ସଚେତନ ନାଗରିକ । ପ୍ରତ୍ୟେକ ନାଗରିକ ନିଜ ଅଧିକାର ଓ କର୍ତ୍ତବ୍ୟ ପ୍ରତି ସଜାଗ ରହିବା ଦରକାର । ଏହା ହିଁ ଦେଶକୁ ଆଗକୁ ନେଇଯିବ । ନେତାମାନେ ଜନସେବାକୁ ପ୍ରାଥମିକତା ଦେବା ଉଚିତ । କ୍ଷମତାର ଅପବ୍ୟବହାର ରୋକିବାକୁ ସ୍ୱଚ୍ଛତା ଜରୁରୀ । ସୂଚନା ଅଧିକାର ଆଇନ ଏହି ଦିଗରେ ଏକ ବଡ଼ ଅସ୍ତ୍ର । <box>340 701 750 901</box>
lead-author-box <box>540 410 940 506</box>
yesterday-solution-grid <box>1340 2112 1475 2232</box>
solution-cell: 1 <box>1415 2218 1430 2231</box>
lead-article-callout: କ୍ଷମା ମାଗିବା ଯଥେଷ୍ଟ ନୁହେଁ <box>820 642 1100 672</box>
solution-cell: 8 <box>1385 2113 1400 2126</box>
sudoku-cell <box>1291 1965 1324 2001</box>
solution-cell: 2 <box>1415 2113 1430 2126</box>
solution-cell: 3 <box>1459 2192 1474 2205</box>
newspaper-logo <box>990 6 1152 50</box>
district-diary-box <box>6 642 324 752</box>
second-author-box <box>610 1590 900 1682</box>
letter4-text: ଧରିତ୍ରୀରେ ପ୍ରକାଶିତ ଖବର ଅନୁଯାୟୀ ମୃତ୍ୟୁଦଣ୍ଡ ନେଇ ବିତର୍କ ଚାଲିଛି । ନ୍ୟାୟ ବ୍ୟବସ୍ଥା ପ୍ରତି ଲୋକଙ୍କ ଆସ୍ଥା ବଜାୟ ରଖିବା ଆବଶ୍ୟକ । <box>1178 1243 1490 1271</box>
contact-email[interactable]: :miku11@yahoo.com (Use only for advertisements, commercial queries) <box>1197 1645 1471 1670</box>
solution-cell: 5 <box>1430 2113 1445 2126</box>
sudoku-cell <box>1389 1819 1422 1855</box>
anniversary-date: ୨ ମାର୍ଚ୍ଚ ୧୯୮୮ <box>238 1849 312 1867</box>
advertising-contact-box <box>1176 1612 1492 1672</box>
solution-cell: 6 <box>1459 2113 1474 2126</box>
sudoku-cell <box>1389 2038 1422 2074</box>
lead-article-subtitle: କଷ୍ଟକର ବର୍ଷ <box>914 168 1046 196</box>
solution-cell: 1 <box>1459 2179 1474 2192</box>
envelope-icon <box>1180 252 1228 282</box>
contact-note: କେବଳ ବିଜ୍ଞାପନ ପାଇଁ ବ୍ୟବହାର କରନ୍ତୁ : <box>1249 1617 1419 1629</box>
solution-cell: 7 <box>1459 2205 1474 2218</box>
second-article-body-right: ଗ୍ରାମାଞ୍ଚଳର ଲୋକେ ଥାନା ଯିବାକୁ ଭୟ କରନ୍ତି । ପୋଲିସର ବ୍ୟବହାର ଅନେକ ସମୟରେ ଅଭଦ୍ର ହୋଇଥାଏ । ଏହି ଛବି ବଦଳାଇବା ଦରକାର । ଜନସାଧାରଣଙ୍କ ସହ ପୋଲିସର ସମ୍ପର୍କ ସୁଦୃଢ଼ କରିବାକୁ ପଡ଼ିବ । କମ୍ୟୁନିଟି ପୋଲିସିଂ ଏଥିରେ ସହାୟକ ହେବ । ସ୍କୁଲ କଲେଜରେ ସଚେତନତା କାର୍ଯ୍ୟକ୍ରମ ହେବା ଦରକାର । ପୋଲିସ କର୍ମଚାରୀଙ୍କ ପାଇଁ ନିୟମିତ ତାଲିମ ଆବଶ୍ୟକ । ସେମାନଙ୍କ କାର୍ଯ୍ୟ ଚାପ ମଧ୍ୟ ଅଧିକ । ପୋଲିସ ସଂଖ୍ୟା ଜନସଂଖ୍ୟା ଅନୁପାତରେ କମ । ନୂଆ ନିଯୁକ୍ତି ଶୀଘ୍ର କରାଯିବା ଦରକାର । ଆଧୁନିକ ଉପକରଣ ଓ ଯାନବାହାନ ଯୋଗାଇ ଦିଆଯିବା ଉଚିତ । ସାଇବର ଅପରାଧ ବଢ଼ୁଛି । ଏଥିପାଇଁ ବିଶେଷଜ୍ଞ ଦଳ ଗଠନ ଦରକାର । ଡିଜିଟାଲ ପ୍ରମାଣ ସଂଗ୍ରହ ପାଇଁ ଲ୍ୟାବ ସ୍ଥାପନ କରାଯିବା ଉଚିତ । ଅପରାଧୀଙ୍କ ଦଣ୍ଡ ହାର ବଢ଼ାଇବାକୁ ତଦନ୍ତ ଗୁଣବତ୍ତା ସୁଧାରିବା ଦରକାର । ସାକ୍ଷୀ ସୁରକ୍ଷା ଯୋଜନା କାର୍ଯ୍ୟକାରୀ ହେବା ଉଚିତ । ଅନେକ ମାମଲାରେ ସାକ୍ଷୀମାନେ ଭୟରେ ପଛଘୁଞ୍ଚା ଦିଅନ୍ତି । ଫଳରେ ଅପରାଧୀ ଖସିଯାଆନ୍ତି । ନ୍ୟାୟିକ ପ୍ରକ୍ରିୟା ଦ୍ରୁତ କରିବାକୁ ଫାଷ୍ଟ ଟ୍ରାକ କୋର୍ଟ ଦରକାର । ଏହି ସବୁ ସଂସ୍କାର ବିନା ଲୋକଙ୍କ ଆସ୍ଥା ଫେରିବ ନାହିଁ । ଆଶା କରାଯାଏ ଯେ ସରକାର ଏ ଦିଗରେ ଶୀଘ୍ର ପଦକ୍ଷେପ ନେବେ । (ଇମେଲ: ଭୁବନେଶ୍ୱର, ଫୋନ: ୯୮୬୧୩୮୬୫୪୧୧) <box>764 1284 1154 1824</box>
divider <box>1174 234 1492 236</box>
district-diary-label: ଜିଲ୍ଲା ଡାଏରୀ <box>7 643 157 679</box>
contact-note: Use only for letters to Editor, news & news photos <box>1185 1555 1483 1567</box>
contact-org: ସମ୍ପାଦକ, ଧରିତ୍ରୀ, <box>1291 1499 1377 1511</box>
sudoku-cell <box>1455 2001 1488 2037</box>
solution-cell: 4 <box>1356 2179 1371 2192</box>
sudoku-cell: 7 <box>1192 1892 1225 1928</box>
solution-cell: 4 <box>1341 2139 1356 2152</box>
second-article-footer: (ଇମେଲ: ଭୁବନେଶ୍ୱର, ଫୋନ: ୯୮୬୧୩୮୬୫୪୧୧) <box>979 1477 1154 1488</box>
solution-cell: 7 <box>1341 2218 1356 2231</box>
divider <box>338 1188 1156 1190</box>
contact-email[interactable]: E-mail:dharitripress@dharitri.com <box>1233 1541 1435 1553</box>
solution-cell: 7 <box>1444 2126 1459 2139</box>
sudoku-instructions: ସୁ-ଡୋ-କୁ ଏକ ସଂଖ୍ୟା ଖେଳ । ପ୍ରତ୍ୟେକ ଧାଡ଼ି, ସ୍ତମ୍ଭ ଓ ୩x୩ ଖଣ୍ଡରେ ୧ରୁ ୯ ପର୍ଯ୍ୟନ୍ତ ସଂଖ୍ୟା ଥରେ ମାତ୍ର ବ୍ୟବହାର କରନ୍ତୁ । <box>1176 2111 1334 2170</box>
solution-cell: 9 <box>1459 2139 1474 2152</box>
sudoku-title: ସୁ-ଡୋ-କୁ <box>1322 1680 1492 1724</box>
sudoku-logo: su|do|ku <box>1176 1680 1316 1714</box>
solution-cell: 5 <box>1444 2152 1459 2165</box>
solution-cell: 4 <box>1385 2165 1400 2178</box>
solution-cell: 3 <box>1415 2165 1430 2178</box>
sudoku-cell <box>1455 1746 1488 1782</box>
sudoku-cell <box>1225 1782 1258 1818</box>
sudoku-cell <box>1258 1855 1291 1891</box>
solution-cell: 5 <box>1444 2205 1459 2218</box>
sudoku-cell <box>1258 1819 1291 1855</box>
sudoku-cell <box>1324 1928 1357 1964</box>
solution-cell: 3 <box>1430 2179 1445 2192</box>
letter4-body: ଧରିତ୍ରୀରେ ପ୍ରକାଶିତ ଖବର ଅନୁଯାୟୀ ମୃତ୍ୟୁଦଣ୍ଡ ନେଇ ବିତର୍କ ଚାଲିଛି । ନ୍ୟାୟ ବ୍ୟବସ୍ଥା ପ୍ରତି ଲୋକଙ୍କ ଆସ୍ଥା ବଜାୟ ରଖିବା ଆବଶ୍ୟକ । ରାଷ୍ଟ୍ରପତିଙ୍କ କ୍ଷମାଦାନ ଆବେଦନ ବର୍ଷ ବର୍ଷ ଧରି ବିଚାରାଧୀନ ରହୁଛି । ଏହା ଅପରାଧୀ ଓ ପୀଡ଼ିତ ଉଭୟଙ୍କ ପାଇଁ ଯନ୍ତ୍ରଣାଦାୟକ । ନିର୍ଦ୍ଧାରିତ ସମୟସୀମା ମଧ୍ୟରେ ନିଷ୍ପତ୍ତି ନିଆଯିବା ଦରକାର । ସୁପ୍ରିମକୋର୍ଟ ମଧ୍ୟ ଏ ବିଷୟରେ ମନ୍ତବ୍ୟ ଦେଇଛନ୍ତି । ଜଗନ୍ନାଥ ମହାନ୍ତି, ରଘୁରାଜପୁର, ପୁରୀ <box>1178 1242 1490 1472</box>
poem-line: ଜୁଆରିଆ ବନ୍ଧୁ ଆଶା <box>1190 71 1287 85</box>
sudoku-cell: 9 <box>1356 1746 1389 1782</box>
contact-note: କେବଳ ସମ୍ପାଦକଙ୍କ ପାଇଁ, ଖବର ପାଇଁ ବ୍ୟବହାର କରନ୍ତୁ : <box>1211 1527 1457 1539</box>
third-article-footer: ଏମ୍‌ଆଇଜି-୨୦, ପ୍ରଗତିବିହାର, ଭୁବନେଶ୍ୱର, ମୋ: ୯୮୬୧୩୮୬୫୪୧୧ <box>918 2163 1154 2174</box>
solution-cell: 3 <box>1400 2205 1415 2218</box>
solution-cell: 9 <box>1356 2218 1371 2231</box>
yesterday-solution-label: ଗତକାଲିର ପ୍ରଶ୍ନର ଉତ୍ତର <box>1355 2240 1465 2251</box>
sudoku-cell <box>1291 1855 1324 1891</box>
sudoku-cell <box>1356 1928 1389 1964</box>
solution-cell: 8 <box>1430 2126 1445 2139</box>
anniversary-bullets <box>8 1910 324 1980</box>
anniversary-label: ପଚିଶ ବର୍ଷ ତଳର ଧରିତ୍ରୀ... <box>136 1849 234 1891</box>
solution-cell: 8 <box>1400 2192 1415 2205</box>
letter3-body: ସ୍ୱାଧୀନ ଭାରତରେ ସାମାନ୍ୟ କାରଣରେ ଧର୍ମଘଟ କରାଯାଉଛି । ଏହା ଦ୍ୱାରା ସାଧାରଣ ଲୋକଙ୍କ ଜୀବନ ବିପର୍ଯ୍ୟସ୍ତ ହେଉଛି । ଆଲୋଚନା ମାଧ୍ୟମରେ ସମସ୍ୟାର ସମାଧାନ ଖୋଜିବା ଉଚିତ । ଧର୍ମଘଟ ଦ୍ୱାରା ଦେଶର ଅର୍ଥନୀତି କ୍ଷତିଗ୍ରସ୍ତ ହେଉଛି । ବସନ୍ତ ଜେନା, ଅଣ୍ଡାରୀ, ହରିହର, କଟକ <box>1178 1052 1490 1196</box>
letter1-title: ପ୍ରାଚୀନ କୀର୍ତ୍ତିରାଜିର ସଂରକ୍ଷଣ ହେଉ <box>1178 299 1458 323</box>
solution-cell: 3 <box>1459 2126 1474 2139</box>
anniversary-box <box>6 1840 324 1902</box>
sudoku-cell: 5 <box>1324 1819 1357 1855</box>
third-article-title: ଚାଇନା ଚକ୍ମା <box>629 1978 911 2041</box>
contact-title: ପାଠକ ଶ୍ରେଷ୍ଠ ବିଚାରକ ସ୍ତମ୍ଭ ପାଇଁ ଚିଠି ପଠାଇବାର ଠିକଣା : <box>1206 1485 1462 1497</box>
solution-cell: 1 <box>1430 2205 1445 2218</box>
third-article-col3: ସୀମା ବିବାଦ ସତ୍ତ୍ୱେ ଭାରତ-ଚୀନ ବାଣିଜ୍ୟ ବଢ଼ୁଛି । ବାଣିଜ୍ୟ ନିଅଣ୍ଟ ଭାରତ ପାଇଁ ଚିନ୍ତାର ବିଷୟ । ଆମେ ଯେତିକି ରପ୍ତାନି କରୁଛୁ ତା'ଠାରୁ ବହୁତ ଅଧିକ ଆମଦାନୀ କରୁଛୁ । ଏହି ଅସନ୍ତୁଳନ ଦୂର କରିବା ଦରକାର । ଔଷଧ ଶିଳ୍ପ ପାଇଁ କଞ୍ଚାମାଲ ମଧ୍ୟ ଚୀନରୁ ଆସୁଛି । ଏହି ନିର୍ଭରଶୀଳତା କମାଇବାକୁ ହେବ । ଦେଶରେ ଗବେଷଣା ଓ ବିକାଶ ଉପରେ ଅଧିକ ଖର୍ଚ୍ଚ ଦରକାର । ନୂଆ ପ୍ରଯୁକ୍ତିବିଦ୍ୟା ଆପଣାଇବା ଜରୁରୀ । ଯୁବ ଉଦ୍ୟୋଗୀଙ୍କୁ ପ୍ରୋତ୍ସାହନ ଦେବା ଉଚିତ । ଷ୍ଟାର୍ଟଅପ ସଂସ୍କୃତି ବିକଶିତ ହେଉଛି । ଏହା ଏକ ଶୁଭ ସଙ୍କେତ । ଆଗାମୀ ଦିନରେ ଭାରତ ଉତ୍ପାଦନ କ୍ଷେତ୍ରରେ ଆତ୍ମନିର୍ଭର ହେବ ବୋଲି ଆଶା । ଏମ୍‌ଆଇଜି-୨୦, ପ୍ରଗତିବିହାର, ଭୁବନେଶ୍ୱର, ମୋ: ୯୮୬୧୩୮୬୫୪୧୧ <box>764 2048 1154 2314</box>
sudoku-cell <box>1192 1965 1225 2001</box>
sudoku-cell <box>1455 2038 1488 2074</box>
solution-cell: 7 <box>1400 2179 1415 2192</box>
letter1-body: ମହାଶୟ, ରାଜ୍ୟର ପ୍ରାଚୀନ କୀର୍ତ୍ତିରାଜି ଦିନକୁ ଦିନ ଧ୍ୱଂସ ପାଇବାରେ ଲାଗିଛି । ପୁରାତତ୍ତ୍ୱ ବିଭାଗ ଏଥିପ୍ରତି ଧ୍ୟାନ ଦେବା ଦରକାର । ଅନେକ ମନ୍ଦିର ଓ ସ୍ମାରକୀ ଅବହେଳିତ ଅବସ୍ଥାରେ ପଡ଼ି ରହିଛି । ଚୋରମାନେ ମୂର୍ତ୍ତି ଚୋରି କରୁଛନ୍ତି । ସ୍ଥାନୀୟ ଲୋକଙ୍କ ସହଯୋଗରେ ଏହାର ସୁରକ୍ଷା ସମ୍ଭବ । ପର୍ଯ୍ୟଟନ ବିକାଶ ସହ ଏହି କୀର୍ତ୍ତିରାଜିକୁ ଯୋଡ଼ାଯିବା ଦରକାର । ଏହା ଦ୍ୱାରା ରାଜସ୍ୱ ମଧ୍ୟ ବଢ଼ିବ । ଡ. ମନୋରଞ୍ଜନ ମହାପାତ୍ର, ଓଡ଼ିଶା <box>1178 334 1490 604</box>
solution-cell: 2 <box>1385 2205 1400 2218</box>
bullet-item: • ଅନ୍ତର୍ଜାତୀୟ ସମ୍ପର୍କ ଉପରେ ଆଲୋଚନା । <box>8 1926 188 1938</box>
sudoku-cell <box>1258 2038 1291 2074</box>
sudoku-cell: 1 <box>1422 1892 1455 1928</box>
poem-line: ଯୋଉଠାରେ ପାଦରେ <box>1190 88 1284 102</box>
district-name: ଭଦ୍ରକ <box>7 683 167 749</box>
solution-cell: 1 <box>1385 2152 1400 2165</box>
district-article: ଭଦ୍ରକ ସହର ଭିତରେ ପ୍ରଦୂଷଣ ଦିନକୁ ଦିନ ବଢ଼ୁଛି । ରାସ୍ତା କଡ଼ରେ ଅଳିଆ ଗଦା ହେଉଛି । ଯାନବାହାନର ଧୂଆଁ ଓ ଧୂଳିରେ ଲୋକେ ହଇରାଣ ହେଉଛନ୍ତି । ପ୍ରଶାସନ ତୁରନ୍ତ ପଦକ୍ଷେପ ନେବା ଆବଶ୍ୟକ । ସହରର ମୁଖ୍ୟ ଛକଗୁଡ଼ିକରେ ଟ୍ରାଫିକ ଜାମ ନିତିଦିନିଆ ଘଟଣା ହୋଇଗଲାଣି । ନାଳ ଓ ନର୍ଦ୍ଦମା ସଫା ନ ହେବାରୁ ଦୁର୍ଗନ୍ଧ ବ୍ୟାପୁଛି । ମଶା ଉପଦ୍ରବ ବଢ଼ିବାରୁ ରୋଗ ବ୍ୟାପିବାର ଆଶଙ୍କା ରହିଛି । ପୌରପାଳିକା ପକ୍ଷରୁ ସଫେଇ ଅଭିଯାନ ଚଳାଇବାକୁ ଦାବି ହେଉଛି । ଶିଳ୍ପାଞ୍ଚଳରୁ ନିର୍ଗତ ଧୂଆଁ ବାୟୁକୁ ଦୂଷିତ କରୁଛି । ନଦୀ ଜଳରେ କାରଖାନାର ବର୍ଜ୍ୟବସ୍ତୁ ମିଶୁଛି । ଫଳରେ ଜଳଜୀବ ମରିଯାଉଛନ୍ତି । ଚାଷୀମାନେ ଜଳସେଚନ ପାଇଁ ଏହି ଜଳ ବ୍ୟବହାର କରିବାରୁ ଫସଲ ନଷ୍ଟ ହେଉଛି । ପ୍ରଦୂଷଣ ନିୟନ୍ତ୍ରଣ ବୋର୍ଡ କଡ଼ା ପଦକ୍ଷେପ ନେବା ଆବଶ୍ୟକ । ସ୍କୁଲ ଛାତ୍ରଛାତ୍ରୀଙ୍କ ମଧ୍ୟରେ ପରିବେଶ ସଚେତନତା ସୃଷ୍ଟି କରାଯିବା ଉଚିତ । ବୃକ୍ଷରୋପଣ କାର୍ଯ୍ୟକ୍ରମ ବ୍ୟାପକ ଭାବେ କରାଯିବା ଦରକାର । ପ୍ଲାଷ୍ଟିକ ବ୍ୟବହାର ଉପରେ ନିଷେଧାଜ୍ଞା କାର୍ଯ୍ୟକାରୀ ହେଉନାହିଁ । ବଜାରରେ ଖୋଲାଖୋଲି ପଲିଥିନ ବିକ୍ରି ହେଉଛି । ପ୍ରଶାସନ ଏଥିପ୍ରତି ଉଦାସୀନ ରହିଛି । ସ୍ଥାନୀୟ ଲୋକେ ଏକାଧିକ ଥର ଅଭିଯୋଗ କଲେ ମଧ୍ୟ କୌଣସି ଫଳ ମିଳିନାହିଁ । ସହରର ଜନସଂଖ୍ୟା ବଢ଼ିବା ସହ ସମସ୍ୟା ଜଟିଳ ହେଉଛି । ଆବର୍ଜନା ପରିଚାଳନା ପାଇଁ ଆଧୁନିକ ବ୍ୟବସ୍ଥା ଦରକାର । ଡମ୍ପିଂ ୟାର୍ଡ ନ ଥିବାରୁ ଅଳିଆ ଯେଉଁଠି ସେଠି ଫିଙ୍ଗାଯାଉଛି । ଏହା ଜନସ୍ୱାସ୍ଥ୍ୟ ପାଇଁ ବିପଦ । ସରକାର ଏ ଦିଗରେ ତୁରନ୍ତ ଧ୍ୟାନ ଦେବା ଉଚିତ । ସାଧାରଣ ଲୋକଙ୍କ ସହଯୋଗ ବିନା ଏ ସମସ୍ୟାର ସମାଧାନ ସମ୍ଭବ ନୁହେଁ । ପ୍ରତ୍ୟେକ ନାଗରିକ ନିଜ ଘର ଆଖପାଖ ସଫା ରଖିବା ଦରକାର । ସ୍ୱଚ୍ଛ ଭାରତ ଅଭିଯାନର ଲକ୍ଷ୍ୟ ପୂରଣ ହେବାକୁ ଏହା ଜରୁରୀ । ବାୟୁ ଗୁଣବତ୍ତା ମାପ ପାଇଁ ଯନ୍ତ୍ର ବସାଯିବା ଦରକାର । ଶବ୍ଦ ପ୍ରଦୂଷଣ ମଧ୍ୟ ଏକ ବଡ଼ ସମସ୍ୟା ହୋଇଛି । ଉତ୍ସବ ସମୟରେ ଉଚ୍ଚ ସ୍ୱରରେ ମାଇକ ବଜାଯାଉଛି । ଏହା ପିଲା ଓ ବୃଦ୍ଧଙ୍କ ପାଇଁ କ୍ଷତିକାରକ । ପୋଲିସ ଏଥିପ୍ରତି ନଜର ରଖିବା ଦରକାର । ସହରର ସୌନ୍ଦର୍ଯ୍ୟ ବଜାୟ ରଖିବା ସମସ୍ତଙ୍କ ଦାୟିତ୍ୱ । -ନିହାର ଦାସ <box>8 812 324 1822</box>
third-article-col2: ଚାଇନାର ଉତ୍ପାଦନ ଖର୍ଚ୍ଚ କମ ହେବାର କାରଣ ହେଉଛି ବ୍ୟାପକ ଉତ୍ପାଦନ ଓ ସରକାରୀ ସହାୟତା । ଆମ ଦେଶରେ ଏପରି ସୁବିଧା ନାହିଁ । କ୍ଷୁଦ୍ର ଉଦ୍ୟୋଗୀମାନେ ଋଣ ପାଇବାରେ ଅସୁବିଧାର ସମ୍ମୁଖୀନ ହେଉଛନ୍ତି । ବିଦ୍ୟୁତ ଯୋଗାଣ ଅନିୟମିତ । କଞ୍ଚାମାଲର ଦାମ ଅଧିକ । ଏହି ସବୁ କାରଣରୁ ଦେଶୀ ସାମଗ୍ରୀର ଦାମ ଅଧିକ ହୋଇଥାଏ । ଗ୍ରାହକମାନେ ଶସ୍ତା ଜିନିଷ ପ୍ରତି ଆକୃଷ୍ଟ ହୁଅନ୍ତି । କିନ୍ତୁ ଏହି ସାମଗ୍ରୀ ଅଧିକ ଦିନ ଟିକେ ନାହିଁ । କେତେକ ଖେଳଣାରେ କ୍ଷତିକାରକ ରାସାୟନିକ ଥିବା ଜଣାପଡ଼ିଛି । ପିଲାଙ୍କ ସ୍ୱାସ୍ଥ୍ୟ ପାଇଁ ଏହା ବିପଜ୍ଜନକ । ସରକାର ଗୁଣବତ୍ତା ମାନଦଣ୍ଡ କଡ଼ାକଡ଼ି ଲାଗୁ କରିବା ଦରକାର । ଆମଦାନୀ ଶୁଳ୍କ ବୃଦ୍ଧି ଏକ ବିକଳ୍ପ ହୋଇପାରେ । ମେକ ଇନ ଇଣ୍ଡିଆ ଭଳି ଯୋଜନା ଏଥିରେ ସହାୟକ ହେବ । <box>340 2049 750 2155</box>
solution-cell: 1 <box>1371 2165 1386 2178</box>
solution-cell: 6 <box>1385 2179 1400 2192</box>
solution-cell: 2 <box>1444 2179 1459 2192</box>
sudoku-cell: 5 <box>1192 1928 1225 1964</box>
sudoku-cell: 7 <box>1291 2001 1324 2037</box>
solution-cell: 4 <box>1430 2218 1445 2231</box>
lead-article-body-right-2: ଭୁଲ କଲା ପରେ କ୍ଷମା ମାଗିବା ଯଥେଷ୍ଟ ନୁହେଁ । ଦାୟୀ ବ୍ୟକ୍ତିଙ୍କ ବିରୁଦ୍ଧରେ କାର୍ଯ୍ୟାନୁଷ୍ଠାନ ନିଆଯିବା ଦରକାର । ଅନେକ ଥର ନେତାମାନେ ବିବାଦୀୟ ମନ୍ତବ୍ୟ ଦେଇ ପରେ କ୍ଷମା ମାଗନ୍ତି । ଏହା ଏକ ଅଭ୍ୟାସରେ ପରିଣତ ହୋଇଛି । ଦଳୀୟ ନେତୃତ୍ୱ ଏପରି ନେତାଙ୍କ ବିରୁଦ୍ଧରେ କଡ଼ା ପଦକ୍ଷେପ ନେବା ଉଚିତ । ସାଧାରଣ ଲୋକଙ୍କ ଭାବନାକୁ ଆଘାତ ଦେବା କ୍ଷମାଯୋଗ୍ୟ ନୁହେଁ । ନିର୍ବାଚନ ଆୟୋଗ ଆଚରଣ ସଂହିତା କଡ଼ାକଡ଼ି ଲାଗୁ କରିବା ଦରକାର । ଘୃଣାଭାଷଣ ବିରୁଦ୍ଧରେ ଆଇନ ଅଛି, କିନ୍ତୁ ତାହାର ପ୍ରୟୋଗ ଦୁର୍ବଳ । ରାଜନୈତିକ ସଂସ୍କୃତିରେ ପରିବର୍ତ୍ତନ ଆସିବା ଦରକାର । ମର୍ଯ୍ୟାଦାପୂର୍ଣ୍ଣ ଭାଷା ବ୍ୟବହାର ଗଣତନ୍ତ୍ରକୁ ମଜବୁତ କରେ । ବିରୋଧୀଙ୍କ ମତକୁ ସମ୍ମାନ ଦେବା ମଧ୍ୟ ଜରୁରୀ । ବିତର୍କ ଓ ଆଲୋଚନା ମାଧ୍ୟମରେ ହିଁ ସମାଧାନ ବାହାରେ । ସଂସଦର କାର୍ଯ୍ୟଦିବସ ବାରମ୍ବାର ବାଧାପ୍ରାପ୍ତ ହେଉଛି । ଏହା ଜନସାଧାରଣଙ୍କ ଅର୍ଥର ଅପଚୟ । ସାଂସଦମାନେ ନିଜ ଦାୟିତ୍ୱ ପ୍ରତି ସଚେତନ ହେବା ଦରକାର । ଗୁରୁତ୍ୱପୂର୍ଣ୍ଣ ବିଲ ବିନା ଆଲୋଚନାରେ ପାରିତ ହେଉଛି । ଏହା ଗଣତନ୍ତ୍ର ପାଇଁ ଶୁଭ ସଙ୍କେତ ନୁହେଁ । ଆଗାମୀ ଦିନରେ ପରିସ୍ଥିତି ସୁଧୁରିବ ବୋଲି ଆଶା । <box>764 691 1154 875</box>
lead-author-name: ଅରୁଣ ନେହେରୁ <box>695 437 877 475</box>
letter2-text: ବାହାଘର ଉତ୍ସବରେ ଏବେ ବଫେ ଭୋଜନର ପ୍ରଚଳନ ବଢ଼ିଛି । ଏଥିରେ ଖାଦ୍ୟ ଅପଚୟ ହେଉଛି ଓ ବୟସ୍କ ଲୋକଙ୍କୁ ଅସୁବିଧା ହେଉଛି । <box>1178 651 1490 679</box>
sudoku-credit: © Puzzles by Pappocom <box>1176 1716 1273 1725</box>
solution-cell: 6 <box>1415 2126 1430 2139</box>
letters-section-header <box>1174 244 1492 288</box>
sudoku-cell: 2 <box>1324 1892 1357 1928</box>
contact-box <box>1176 1478 1492 1608</box>
sudoku-cell <box>1291 1782 1324 1818</box>
solution-cell: 4 <box>1400 2126 1415 2139</box>
letter4-author: ଜଗନ୍ନାଥ ମହାନ୍ତି, ରଘୁରାଜପୁର, ପୁରୀ <box>1337 1340 1490 1353</box>
solution-cell: 9 <box>1385 2126 1400 2139</box>
sudoku-cell <box>1258 1892 1291 1928</box>
newspaper-name: ଧରିତ୍ରୀ <box>999 15 1068 40</box>
india-map-icon <box>264 6 320 60</box>
sudoku-cell <box>1225 1819 1258 1855</box>
solution-cell: 4 <box>1415 2192 1430 2205</box>
section-banner <box>6 4 324 62</box>
solution-cell: 3 <box>1385 2139 1400 2152</box>
sudoku-cell <box>1258 1928 1291 1964</box>
top-quote-author: - ଶ୍ରୀମା <box>932 13 971 26</box>
sudoku-cell <box>1422 1855 1455 1891</box>
sudoku-cell <box>1389 1965 1422 2001</box>
solution-cell: 5 <box>1356 2165 1371 2178</box>
solution-cell: 1 <box>1444 2139 1459 2152</box>
poem-line: ବାଣିଆଳ ସ୍ୱପ୍ନ ଯେବେ <box>1190 139 1302 153</box>
sudoku-cell <box>1455 1965 1488 2001</box>
letter2-body: ବାହାଘର ଉତ୍ସବରେ ଏବେ ବଫେ ଭୋଜନର ପ୍ରଚଳନ ବଢ଼ିଛି । ଏଥିରେ ଖାଦ୍ୟ ଅପଚୟ ହେଉଛି ଓ ବୟସ୍କ ଲୋକଙ୍କୁ ଅସୁବିଧା ହେଉଛି । ପାରମ୍ପରିକ ପଙ୍କ୍ତି ଭୋଜନରେ ସମସ୍ତେ ଏକାଠି ବସି ଖାଉଥିଲେ । ଏବେ ଠିଆ ହୋଇ ଖାଇବା ଫ୍ୟାସନ ହୋଇଗଲାଣି । ଅନେକ ଲୋକ ଅଧିକ ଖାଦ୍ୟ ନେଇ ଫିଙ୍ଗି ଦେଉଛନ୍ତି । ଦେଶରେ ଲକ୍ଷ ଲକ୍ଷ ଲୋକ ଭୋକିଲା ଶୁଉଥିବା ବେଳେ ଏପରି ଅପଚୟ ଦୁଃଖଦାୟକ । ସମାଜ ଏ ବିଷୟରେ ଚିନ୍ତା କରିବା ଦରକାର । ବଳକା ଖାଦ୍ୟ ଗରିବଙ୍କୁ ବାଣ୍ଟିବାର ବ୍ୟବସ୍ଥା ହେବା ଉଚିତ । ରଞ୍ଜନ ମିଶ୍ର, ଶ୍ରୀଜଗନ୍ନାଥପୁର, ପୁରୀ <box>1178 650 1490 980</box>
solution-cell: 5 <box>1341 2192 1356 2205</box>
solution-cell: 5 <box>1385 2218 1400 2231</box>
sudoku-cell: 8 <box>1356 1819 1389 1855</box>
solution-cell: 8 <box>1341 2179 1356 2192</box>
solution-cell: 1 <box>1400 2113 1415 2126</box>
sudoku-cell <box>1389 2001 1422 2037</box>
third-article-author: ଡ. ଗୌରହରି ରାଉତ (ରୂପକଳ୍ପ) <box>8 1993 212 2012</box>
district-headline: ପ୍ରଦୂଷଣ ବଢ଼ୁଛି <box>20 764 218 799</box>
sudoku-cell: 6 <box>1225 1892 1258 1928</box>
page-number: 13 <box>1476 2297 1490 2308</box>
lead-article-title: ତତ୍କାଳ ପରିବର୍ତ୍ତନ <box>470 65 1030 149</box>
solution-cell: 7 <box>1356 2152 1371 2165</box>
solution-cell: 6 <box>1430 2192 1445 2205</box>
solution-cell: 2 <box>1341 2165 1356 2178</box>
solution-cell: 6 <box>1356 2139 1371 2152</box>
